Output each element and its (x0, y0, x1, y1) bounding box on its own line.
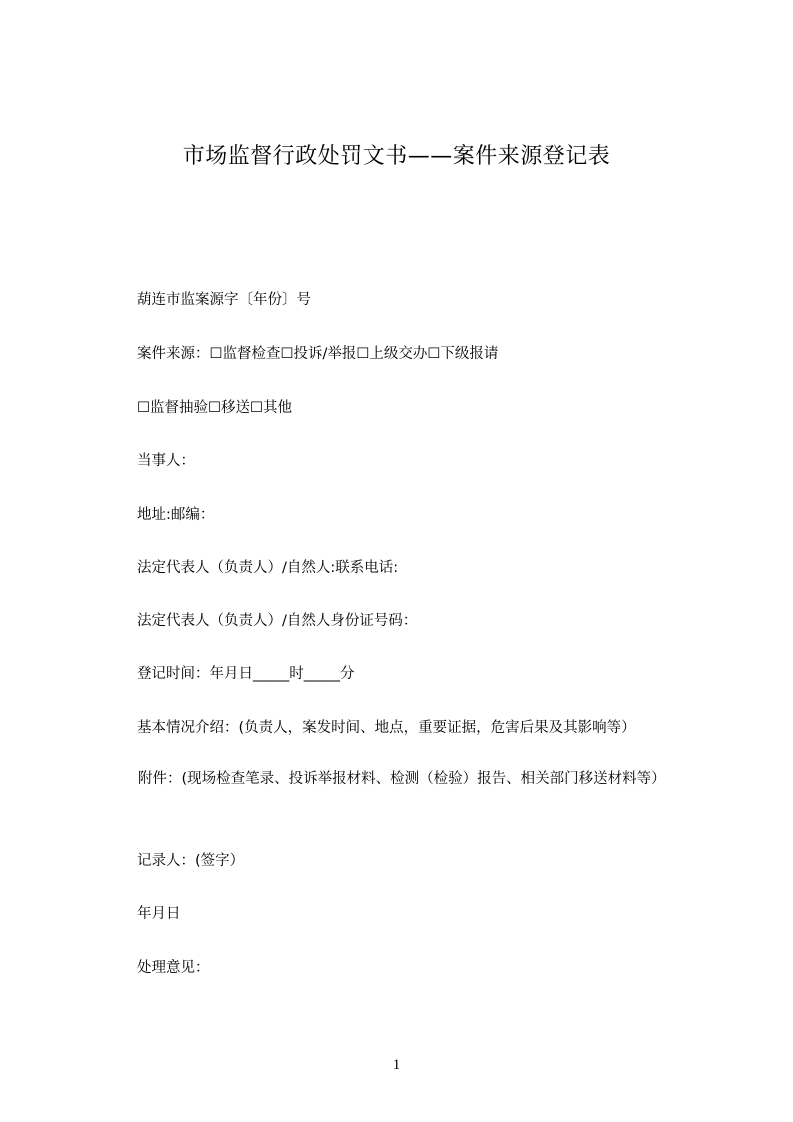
document-title: 市场监督行政处罚文书——案件来源登记表 (182, 144, 611, 169)
case-source-line-1: 案件来源：☐监督检查☐投诉/举报☐上级交办☐下级报请 (137, 346, 499, 362)
register-time-line: 登记时间：年月日_____时_____分 (137, 666, 355, 682)
opinion-line: 处理意见： (137, 960, 210, 976)
case-number-line: 葫连市监案源字〔年份〕号 (137, 292, 311, 308)
legal-rep-phone-line: 法定代表人（负责人）/自然人:联系电话: (137, 560, 399, 576)
case-source-line-2: ☐监督抽验☐移送☐其他 (137, 400, 292, 416)
basic-info-line: 基本情况介绍：(负责人，案发时间、地点，重要证据，危害后果及其影响等） (137, 720, 636, 736)
page-number: 1 (392, 1057, 401, 1073)
address-line: 地址:邮编： (137, 507, 215, 523)
date-line: 年月日 (137, 906, 181, 922)
attachments-line: 附件：(现场检查笔录、投诉举报材料、检测（检验）报告、相关部门移送材料等） (138, 771, 666, 787)
legal-rep-id-line: 法定代表人（负责人）/自然人身份证号码： (137, 613, 418, 629)
recorder-line: 记录人：(签字） (137, 853, 245, 869)
party-line: 当事人： (137, 453, 195, 469)
